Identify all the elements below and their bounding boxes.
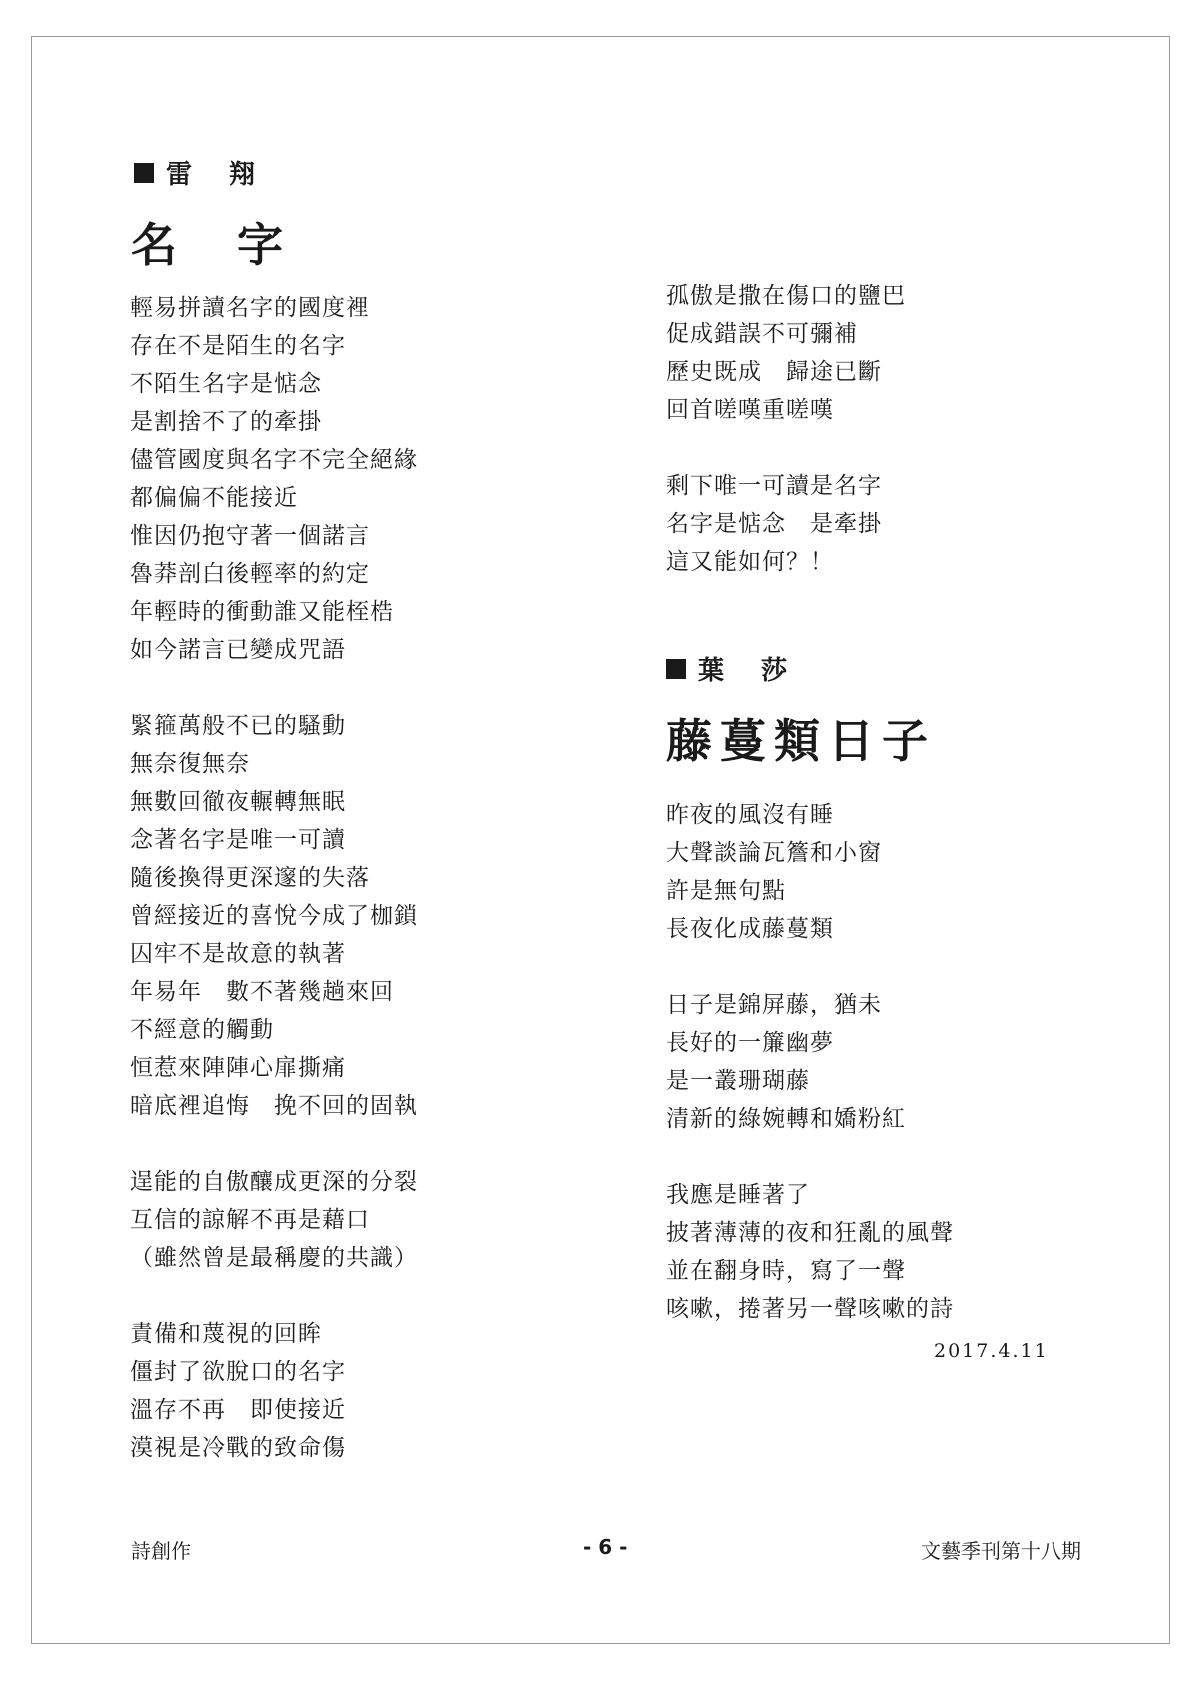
poem-line: 長好的一簾幽夢	[666, 1030, 834, 1056]
poem-line: 不經意的觸動	[130, 1017, 274, 1043]
poem-line: 漠視是冷戰的致命傷	[130, 1435, 346, 1461]
right-poem-title: 藤蔓類日子	[666, 714, 936, 768]
poem-line: 名字是惦念 是牽掛	[666, 511, 882, 537]
poem-line: 年輕時的衝動誰又能桎梏	[130, 599, 394, 625]
poem-line: 溫存不再 即使接近	[130, 1397, 346, 1423]
right-poem-continuation	[666, 277, 906, 581]
poem-line: 儘管國度與名字不完全絕緣	[130, 447, 418, 473]
poem-line: 是一叢珊瑚藤	[666, 1068, 810, 1094]
poem-line: 許是無句點	[666, 878, 786, 904]
poem-date: 2017.4.11	[934, 1340, 1049, 1362]
poem-line: 無奈復無奈	[130, 751, 250, 777]
footer-publication: 文藝季刊第十八期	[921, 1539, 1081, 1563]
left-poem-body	[130, 289, 418, 1467]
stanza-gap	[130, 1125, 418, 1163]
poem-line: 歷史既成 歸途已斷	[666, 359, 882, 385]
poem-line: 日子是錦屏藤，猶未	[666, 992, 882, 1018]
poem-line: 曾經接近的喜悅今成了枷鎖	[130, 903, 418, 929]
author-marker-square	[134, 163, 154, 183]
poem-line: 僵封了欲脫口的名字	[130, 1359, 346, 1385]
poem-line: 清新的綠婉轉和嬌粉紅	[666, 1106, 906, 1132]
poem-line: 互信的諒解不再是藉口	[130, 1207, 370, 1233]
poem-line: 魯莽剖白後輕率的約定	[130, 561, 370, 587]
poem-line: 暗底裡追悔 挽不回的固執	[130, 1093, 418, 1119]
poem-line: 念著名字是唯一可讀	[130, 827, 346, 853]
right-author	[666, 650, 801, 687]
poem-line: 昨夜的風沒有睡	[666, 802, 834, 828]
poem-line: 輕易拼讀名字的國度裡	[130, 295, 370, 321]
poem-line: 年易年 數不著幾趟來回	[130, 979, 394, 1005]
poem-line: 如今諾言已變成咒語	[130, 637, 346, 663]
poem-line: 長夜化成藤蔓類	[666, 916, 834, 942]
poem-line: 不陌生名字是惦念	[130, 371, 322, 397]
poem-line: 逞能的自傲釀成更深的分裂	[130, 1169, 418, 1195]
poem-line: 存在不是陌生的名字	[130, 333, 346, 359]
poem-line: 孤傲是撒在傷口的鹽巴	[666, 283, 906, 309]
poem-line: 促成錯誤不可彌補	[666, 321, 858, 347]
stanza-gap	[130, 669, 418, 707]
poem-line: 緊箍萬般不已的騷動	[130, 713, 346, 739]
poem-line: 都偏偏不能接近	[130, 485, 298, 511]
poem-line: 囚牢不是故意的執著	[130, 941, 346, 967]
poem-line: 責備和蔑視的回眸	[130, 1321, 322, 1347]
right-author-name: 葉 莎	[698, 656, 802, 686]
poem-line: 我應是睡著了	[666, 1182, 810, 1208]
poem-line: 披著薄薄的夜和狂亂的風聲	[666, 1220, 954, 1246]
stanza-gap	[666, 1138, 954, 1176]
left-author	[134, 154, 269, 191]
left-author-name: 雷 翔	[166, 160, 270, 190]
poem-line: 剩下唯一可讀是名字	[666, 473, 882, 499]
poem-line: 隨後換得更深邃的失落	[130, 865, 370, 891]
poem-line: 惟因仍抱守著一個諾言	[130, 523, 370, 549]
poem-line: 回首嗟嘆重嗟嘆	[666, 397, 834, 423]
left-poem-title: 名 字	[131, 218, 306, 272]
poem-line: 恒惹來陣陣心扉撕痛	[130, 1055, 346, 1081]
poem-line: 咳嗽，捲著另一聲咳嗽的詩	[666, 1296, 954, 1322]
right-poem-body	[666, 796, 954, 1328]
poem-line: 這又能如何？！	[666, 549, 834, 575]
stanza-gap	[130, 1277, 418, 1315]
poem-line: 無數回徹夜輾轉無眠	[130, 789, 346, 815]
poem-line: 並在翻身時，寫了一聲	[666, 1258, 906, 1284]
author-marker-square	[666, 659, 686, 679]
poem-line: 大聲談論瓦簷和小窗	[666, 840, 882, 866]
footer-page-number: - 6 -	[583, 1535, 628, 1559]
stanza-gap	[666, 429, 906, 467]
stanza-gap	[666, 948, 954, 986]
poem-line: 是割捨不了的牽掛	[130, 409, 322, 435]
footer-section: 詩創作	[131, 1539, 191, 1563]
poem-line: （雖然曾是最稱慶的共識）	[130, 1245, 418, 1271]
